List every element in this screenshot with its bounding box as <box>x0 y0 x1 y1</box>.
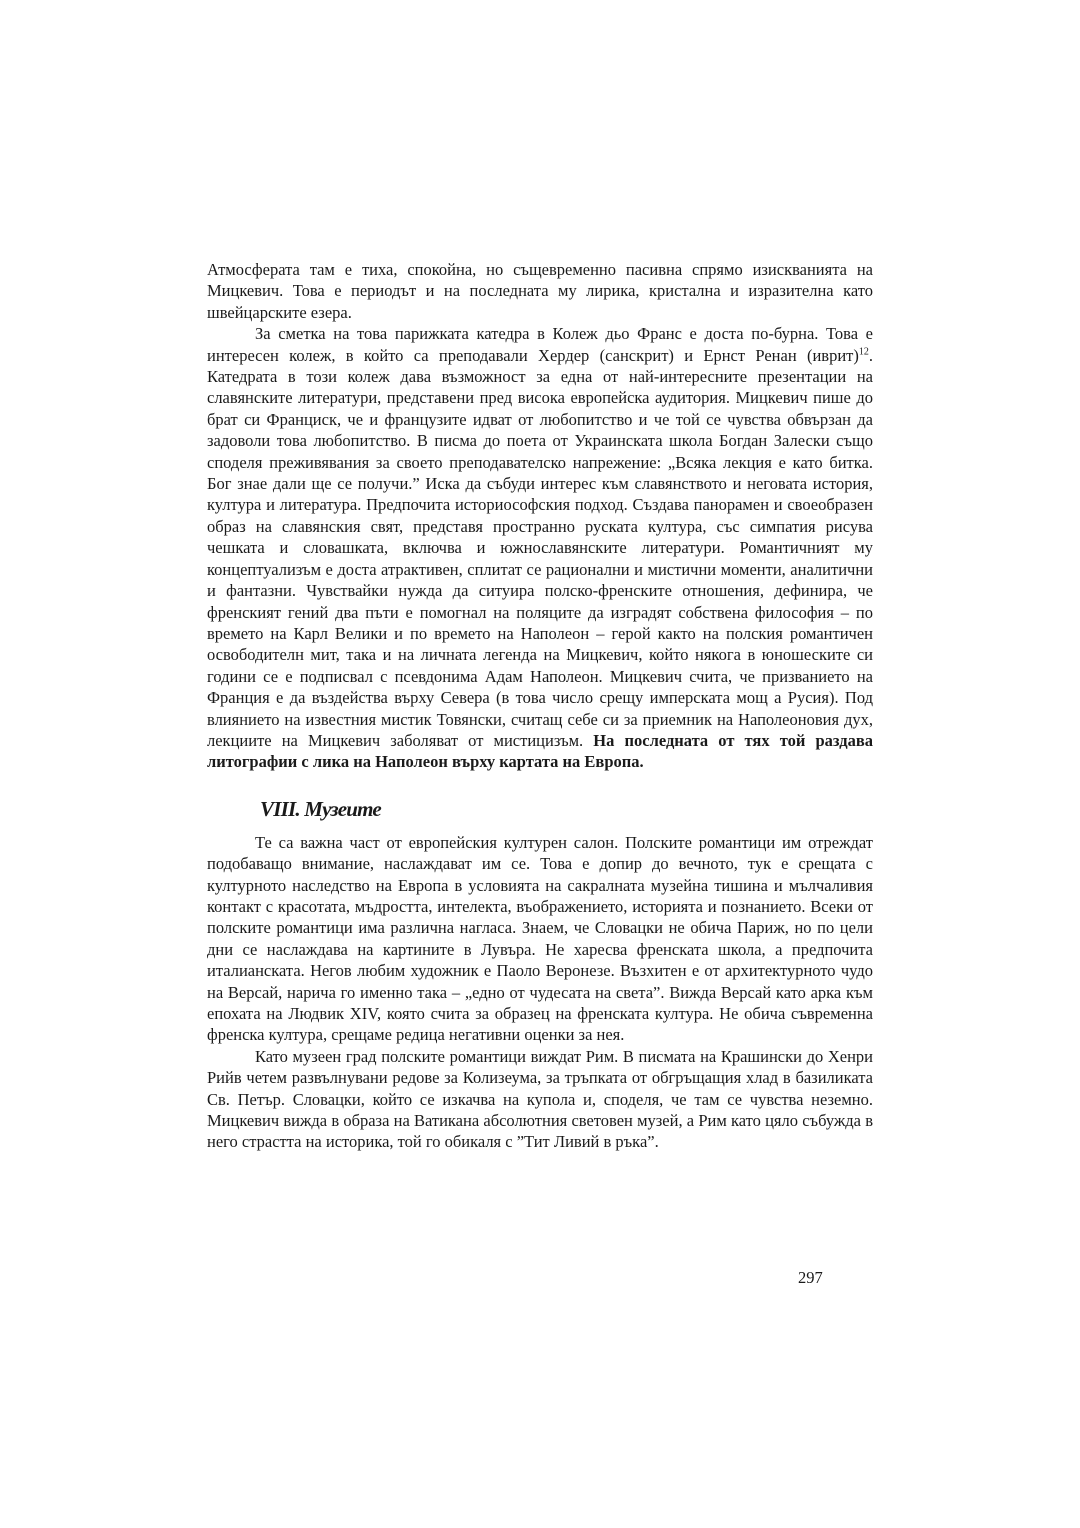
page-number: 297 <box>798 1268 823 1287</box>
paragraph-rome <box>207 1046 873 1153</box>
footnote-reference: 12 <box>858 346 869 358</box>
bold-sentence: На последната от тях той раздава литографии с лика на Наполеон върху картата на Европа. <box>207 730 874 772</box>
paragraph-text: Като музеен град полските романтици виждат Рим. В писмата на Крашински до Хенри Рийв четем развълнувани редове за Колизеума, за тръпката от обгръщащия хлад в базиликата Св. Петър. Словацки, който се изкачва на купола и, споделя, че там се чувства неземно. Мицкевич вижда в образа на Ватикана абсолютния световен музей, а Рим като цяло събужда в него страстта на историка, той го обикаля с ”Тит Ливий в ръка”. <box>207 1046 873 1152</box>
paragraph-text: . Катедрата в този колеж дава възможност за една от най-интересните презентации на славянските литератури, представени пред висока европейска аудитория. Мицкевич пише до брат си Франциск, че и французите идват от любопитство и че той се чувства обвързан да задоволи това любопитство. В писма до поета от Украинската школа Богдан Залески също споделя преживявания за своето преподавателско напрежение: „Всяка лекция е като битка. Бог знае дали ще се получи.” Иска да събуди интерес към славянството и неговата история, култура и литература. Предпочита историософския подход. Създава панорамен и своеобразен образ на славянския свят, представя пространно руската култура, със симпатия рисува чешката и словашката, включва и южнославянските литератури. Романтичният му концептуализъм е доста атрактивен, сплитат се рационални и мистични моменти, аналитични и фантазни. Чувствайки нужда да ситуира полско-френските отношения, дефинира, че френският гений два пъти е помогнал на поляците да изградят собствена философия – по времето на Карл Велики и по времето на Наполеон – герой както на полския романтичен освободителн мит, така и на личната легенда на Мицкевич, който някога в юношеските си години се е подписвал с псевдонима Адам Наполеон. Мицкевич счита, че призванието на Франция е да въздейства върху Севера (в това число срещу имперската мощ а Русия). Под влиянието на известния мистик Товянски, считащ себе си за приемник на Наполеоновия дух, лекциите на Мицкевич заболяват от мистицизъм. <box>207 345 873 750</box>
paragraph-text: За сметка на това парижката катедра в Колеж дьо Франс е доста по-бурна. Това е интересен колеж, в който са преподавали Хердер (санскрит) и Ернст Ренан (иврит) <box>207 324 873 365</box>
section-heading: VIII. Музеите <box>260 796 381 821</box>
body-text <box>207 259 873 1153</box>
paragraph-text: Атмосферата там е тиха, спокойна, но същевременно пасивна спрямо изискванията на Мицкевич. Това е периодът и на последната му лирика, кристална и изразителна като швейцарските езера. <box>207 260 873 322</box>
paragraph-atmosphere <box>207 259 873 323</box>
paragraph-college-de-france <box>207 323 873 773</box>
paragraph-museums <box>207 832 873 1046</box>
paragraph-text: Те са важна част от европейския културен салон. Полските романтици им отреждат подобаващо внимание, наслаждават им се. Това е допир до вечното, тук е срещата с културното наследство на Европа в условията на сакралната музейна тишина и мълчаливия контакт с красотата, мъдростта, интелекта, въображението, историята и познанието. Всеки от полските романтици има различна нагласа. Знаем, че Словацки не обича Париж, но по цели дни се наслаждава на картините в Лувъра. Не харесва френската школа, а предпочита италианската. Негов любим художник е Паоло Веронезе. Възхитен е от архитектурното чудо на Версай, нарича го именно така – „едно от чудесата на света”. Вижда Версай като арка към епохата на Людвик XIV, която счита за образец на френската култура. Не обича съвременна френска култура, срещаме редица негативни оценки за нея. <box>207 832 873 1045</box>
